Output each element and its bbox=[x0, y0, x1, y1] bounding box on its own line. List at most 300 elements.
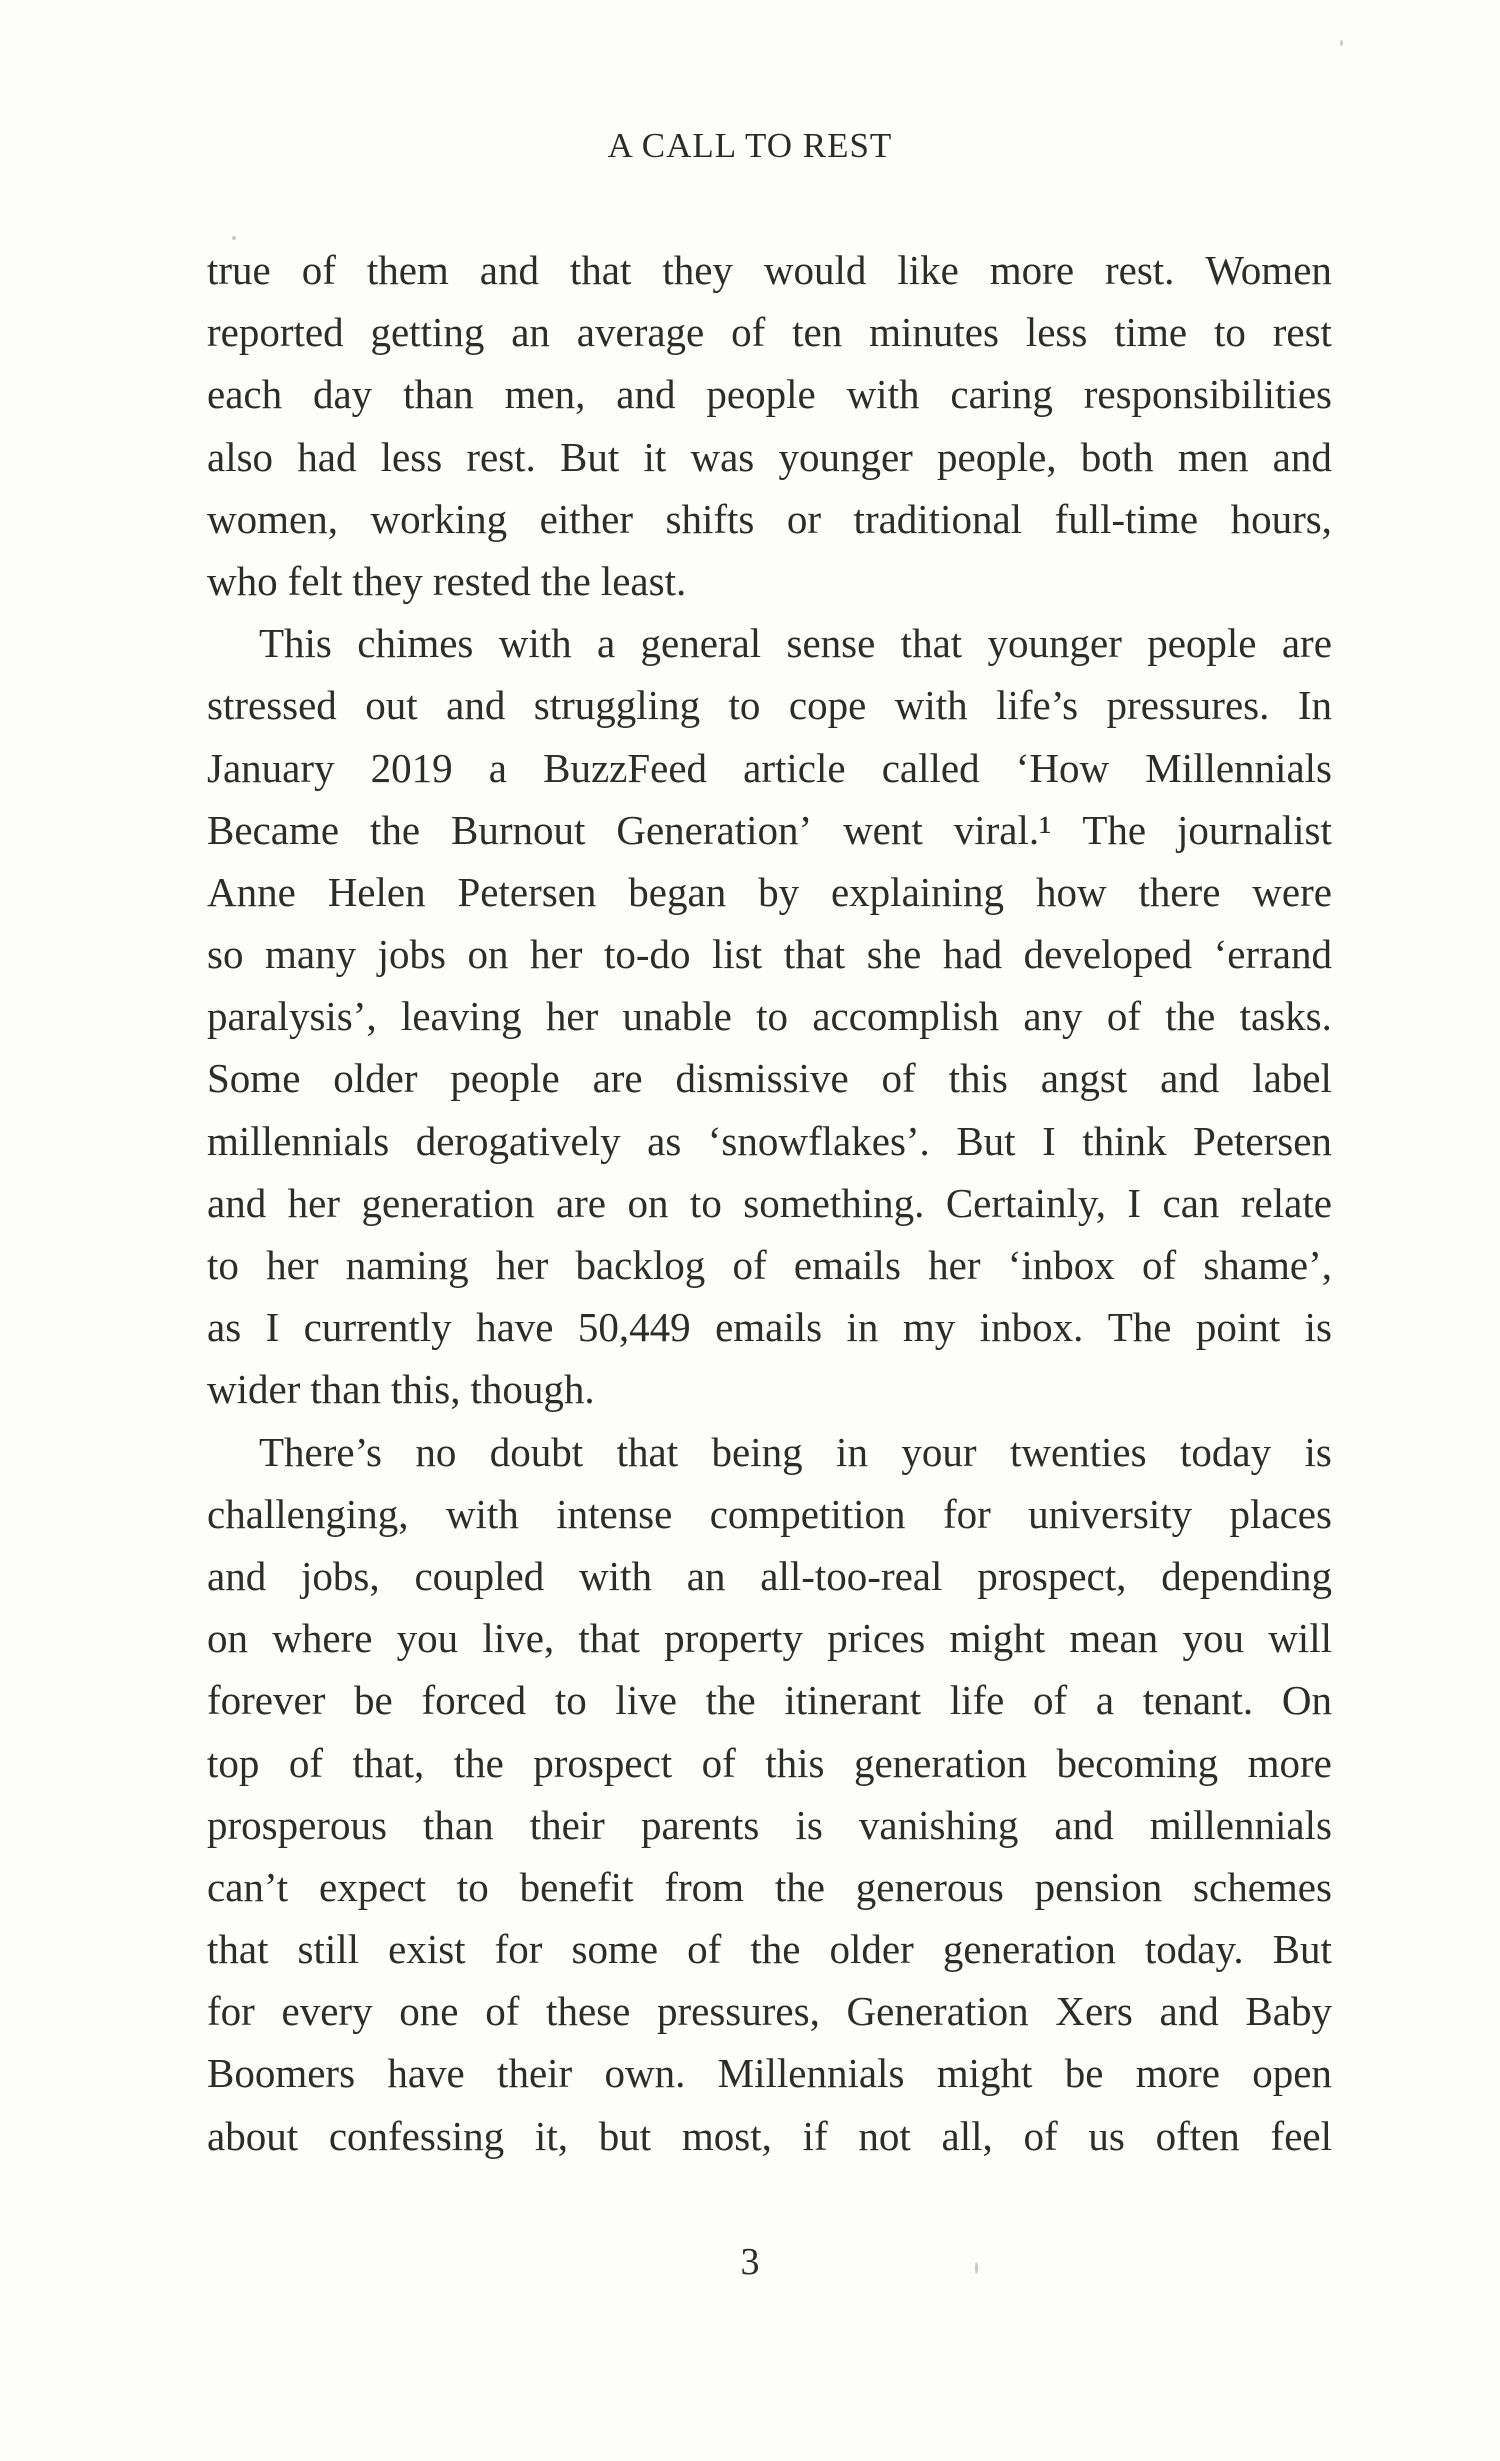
word: might bbox=[949, 1615, 1046, 1662]
text-line bbox=[207, 363, 1332, 425]
word: where bbox=[272, 1615, 373, 1662]
word: 50,449 bbox=[577, 1304, 691, 1351]
word: I bbox=[1042, 1117, 1056, 1164]
word: it bbox=[643, 433, 667, 480]
word: all-too-real bbox=[760, 1552, 943, 1599]
word: BuzzFeed bbox=[543, 744, 708, 791]
word: Petersen bbox=[457, 868, 597, 915]
word: by bbox=[758, 868, 800, 915]
word: that bbox=[207, 1926, 269, 1973]
word: than bbox=[310, 1366, 381, 1413]
word: accomplish bbox=[812, 993, 1000, 1040]
scan-speck bbox=[975, 2262, 978, 2274]
word: that bbox=[616, 1428, 679, 1475]
word: her bbox=[495, 1242, 549, 1288]
word: millennials bbox=[207, 1117, 390, 1164]
word: felt bbox=[287, 557, 343, 604]
word: rest. bbox=[466, 433, 536, 480]
word: average bbox=[576, 309, 705, 356]
word: younger bbox=[778, 433, 913, 480]
word: or bbox=[786, 495, 822, 542]
word: But bbox=[560, 433, 620, 480]
word: to bbox=[554, 1677, 587, 1724]
word: life’s bbox=[996, 682, 1079, 729]
word: be bbox=[354, 1677, 393, 1724]
word: more bbox=[1247, 1739, 1332, 1786]
word: life bbox=[949, 1677, 1005, 1724]
word: ten bbox=[792, 309, 843, 356]
word: generation bbox=[942, 1926, 1116, 1973]
word: exist bbox=[388, 1926, 466, 1973]
word: were bbox=[1252, 868, 1332, 915]
word: but bbox=[598, 2112, 652, 2159]
text-line bbox=[207, 1918, 1332, 1980]
word: of bbox=[1023, 2112, 1058, 2159]
word: prosperous bbox=[207, 1801, 387, 1848]
text-line bbox=[207, 1234, 1332, 1296]
word: ‘snowflakes’. bbox=[707, 1117, 930, 1164]
word: reported bbox=[207, 309, 344, 356]
word: point bbox=[1195, 1304, 1281, 1351]
word: all, bbox=[941, 2112, 993, 2159]
word: the bbox=[705, 1677, 756, 1724]
word: the bbox=[540, 557, 591, 604]
text-line bbox=[207, 861, 1332, 923]
word: struggling bbox=[533, 682, 701, 729]
word: her bbox=[545, 993, 599, 1040]
word: live, bbox=[482, 1615, 555, 1662]
word: Baby bbox=[1245, 1988, 1332, 2035]
word: also bbox=[207, 433, 274, 480]
word: viral.¹ bbox=[953, 806, 1052, 853]
word: Petersen bbox=[1193, 1117, 1332, 1164]
word: that bbox=[569, 247, 632, 293]
word: that bbox=[783, 931, 846, 978]
text-line bbox=[207, 1607, 1332, 1669]
word: inbox. bbox=[979, 1304, 1084, 1351]
text-line bbox=[207, 1669, 1332, 1731]
word: of bbox=[288, 1739, 324, 1786]
word: of bbox=[687, 1926, 722, 1973]
word: on bbox=[467, 931, 509, 978]
word: of bbox=[1033, 1677, 1068, 1724]
word: generous bbox=[855, 1863, 1004, 1910]
word: with bbox=[579, 1552, 652, 1599]
word: had bbox=[942, 931, 1003, 978]
text-line bbox=[207, 2105, 1332, 2167]
word: developed bbox=[1023, 931, 1193, 978]
text-line bbox=[207, 674, 1332, 736]
word: open bbox=[1252, 2050, 1332, 2097]
word: it, bbox=[534, 2112, 568, 2159]
word: how bbox=[1035, 868, 1107, 915]
word: an bbox=[511, 309, 550, 356]
word: 2019 bbox=[370, 744, 453, 791]
text-line bbox=[207, 612, 1332, 674]
word: would bbox=[763, 247, 867, 293]
word: that bbox=[578, 1615, 640, 1662]
word: I bbox=[1127, 1179, 1142, 1226]
word: are bbox=[1281, 620, 1332, 667]
word: unable bbox=[622, 993, 732, 1040]
word: becoming bbox=[1056, 1739, 1219, 1786]
word: people bbox=[706, 371, 816, 418]
word: their bbox=[529, 1801, 605, 1848]
word: feel bbox=[1270, 2112, 1332, 2159]
word: of bbox=[1141, 1242, 1177, 1288]
word: less bbox=[380, 433, 443, 480]
word: angst bbox=[1040, 1055, 1128, 1102]
word: both bbox=[1080, 433, 1154, 480]
word: if bbox=[802, 2112, 828, 2159]
word: Xers bbox=[1055, 1988, 1133, 2035]
word: people bbox=[1147, 620, 1257, 667]
word: benefit bbox=[519, 1863, 634, 1910]
word: the bbox=[369, 806, 421, 853]
word: generation bbox=[361, 1179, 535, 1226]
word: to-do bbox=[603, 931, 691, 978]
word: today. bbox=[1144, 1926, 1244, 1973]
word: own. bbox=[604, 2050, 686, 2097]
word: The bbox=[1082, 806, 1147, 853]
word: have bbox=[476, 1304, 554, 1351]
word: places bbox=[1229, 1490, 1332, 1537]
word: this, bbox=[390, 1366, 461, 1413]
word: their bbox=[497, 2050, 573, 2097]
word: that bbox=[900, 620, 963, 667]
word: mean bbox=[1069, 1615, 1159, 1662]
word: is bbox=[795, 1801, 823, 1848]
word: wider bbox=[207, 1366, 301, 1413]
word: more bbox=[989, 247, 1075, 293]
word: Became bbox=[207, 806, 340, 853]
text-line bbox=[207, 1980, 1332, 2042]
word: one bbox=[399, 1988, 459, 2035]
word: and bbox=[1272, 433, 1332, 480]
word: is bbox=[1304, 1304, 1332, 1351]
word: most, bbox=[681, 2112, 772, 2159]
word: older bbox=[829, 1926, 914, 1973]
word: as bbox=[647, 1117, 682, 1164]
word: expect bbox=[319, 1863, 427, 1910]
word: challenging, bbox=[207, 1490, 409, 1537]
word: these bbox=[546, 1988, 631, 2035]
word: each bbox=[207, 371, 283, 418]
word: university bbox=[1028, 1490, 1193, 1537]
word: they bbox=[352, 557, 423, 604]
word: hours, bbox=[1230, 495, 1332, 542]
word: rested bbox=[432, 557, 531, 604]
word: in bbox=[846, 1304, 879, 1351]
word: dismissive bbox=[675, 1055, 849, 1102]
word: to bbox=[207, 1242, 239, 1288]
word: men, bbox=[504, 371, 586, 418]
word: Helen bbox=[327, 868, 426, 915]
word: intense bbox=[556, 1490, 673, 1537]
word: confessing bbox=[328, 2112, 505, 2159]
word: she bbox=[866, 931, 922, 978]
word: of bbox=[485, 1988, 520, 2035]
word: on bbox=[627, 1179, 669, 1226]
word: There’s bbox=[259, 1428, 382, 1475]
word: of bbox=[731, 309, 766, 356]
word: and bbox=[479, 247, 539, 293]
word: the bbox=[1165, 993, 1216, 1040]
word: Women bbox=[1205, 247, 1332, 293]
word: article bbox=[743, 744, 846, 791]
word: with bbox=[498, 620, 572, 667]
word: to bbox=[689, 1179, 722, 1226]
word: This bbox=[259, 620, 332, 667]
word: began bbox=[628, 868, 727, 915]
word: something. bbox=[743, 1179, 925, 1226]
word: minutes bbox=[869, 309, 999, 356]
word: you bbox=[396, 1615, 459, 1662]
scan-speck bbox=[1340, 40, 1343, 46]
word: on bbox=[207, 1615, 248, 1662]
word: to bbox=[456, 1863, 489, 1910]
word: But bbox=[956, 1117, 1016, 1164]
word: was bbox=[690, 433, 755, 480]
word: her bbox=[928, 1242, 981, 1288]
word: either bbox=[539, 495, 633, 542]
word: out bbox=[365, 682, 418, 729]
word: so bbox=[207, 931, 244, 978]
word: jobs, bbox=[301, 1552, 380, 1599]
word: On bbox=[1281, 1677, 1332, 1724]
word: my bbox=[902, 1304, 956, 1351]
word: this bbox=[765, 1739, 825, 1786]
word: today bbox=[1180, 1428, 1272, 1475]
word: the bbox=[453, 1739, 504, 1786]
word: people, bbox=[937, 433, 1057, 480]
word: In bbox=[1297, 682, 1332, 729]
text-line bbox=[207, 1483, 1332, 1545]
word: rest. bbox=[1104, 247, 1175, 293]
word: doubt bbox=[489, 1428, 584, 1475]
word: of bbox=[1106, 993, 1141, 1040]
text-line bbox=[207, 799, 1332, 861]
word: have bbox=[387, 2050, 465, 2097]
word: though. bbox=[470, 1366, 595, 1413]
word: her bbox=[266, 1242, 319, 1288]
word: naming bbox=[345, 1242, 469, 1288]
text-line bbox=[207, 1296, 1332, 1358]
word: pension bbox=[1034, 1863, 1163, 1910]
word: caring bbox=[950, 371, 1053, 418]
word: any bbox=[1023, 993, 1083, 1040]
word: day bbox=[312, 371, 373, 418]
word: itinerant bbox=[784, 1677, 921, 1724]
text-line bbox=[207, 923, 1332, 985]
word: often bbox=[1155, 2112, 1240, 2159]
word: than bbox=[423, 1801, 494, 1848]
word: might bbox=[936, 2050, 1033, 2097]
word: label bbox=[1252, 1055, 1332, 1102]
word: being bbox=[711, 1428, 803, 1475]
word: pressures, bbox=[657, 1988, 820, 2035]
word: and bbox=[1160, 1055, 1220, 1102]
word: will bbox=[1268, 1615, 1332, 1662]
word: live bbox=[615, 1677, 677, 1724]
word: women, bbox=[207, 495, 338, 542]
scan-speck bbox=[232, 236, 236, 240]
word: forever bbox=[207, 1677, 326, 1724]
word: the bbox=[774, 1863, 825, 1910]
word: I bbox=[265, 1304, 280, 1351]
word: prospect, bbox=[977, 1552, 1127, 1599]
text-line bbox=[207, 1732, 1332, 1794]
word: is bbox=[1304, 1428, 1332, 1475]
word: a bbox=[596, 620, 616, 667]
word: be bbox=[1064, 2050, 1104, 2097]
text-line bbox=[207, 737, 1332, 799]
word: Generation’ bbox=[616, 806, 813, 853]
word: like bbox=[897, 247, 959, 293]
word: can bbox=[1162, 1179, 1220, 1226]
word: are bbox=[555, 1179, 607, 1226]
word: are bbox=[592, 1055, 643, 1102]
word: her bbox=[287, 1179, 341, 1226]
word: of bbox=[701, 1739, 736, 1786]
word: depending bbox=[1161, 1552, 1332, 1599]
word: schemes bbox=[1193, 1863, 1332, 1910]
word: leaving bbox=[400, 993, 522, 1040]
word: called bbox=[881, 744, 980, 791]
word: people bbox=[450, 1055, 560, 1102]
text-line bbox=[207, 2042, 1332, 2104]
word: for bbox=[942, 1490, 991, 1537]
word: and bbox=[1159, 1988, 1219, 2035]
word: millennials bbox=[1149, 1801, 1332, 1848]
word: Generation bbox=[846, 1988, 1029, 2035]
word: older bbox=[333, 1055, 418, 1102]
word: men bbox=[1177, 433, 1249, 480]
word: from bbox=[664, 1863, 745, 1910]
word: working bbox=[370, 495, 508, 542]
word: they bbox=[662, 247, 733, 293]
text-line bbox=[207, 1358, 1332, 1420]
text-line bbox=[207, 301, 1332, 363]
word: cope bbox=[788, 682, 867, 729]
word: stressed bbox=[207, 682, 337, 729]
word: to bbox=[1213, 309, 1246, 356]
word: still bbox=[297, 1926, 360, 1973]
word: shifts bbox=[665, 495, 755, 542]
word: as bbox=[207, 1304, 242, 1351]
word: in bbox=[836, 1428, 868, 1475]
word: with bbox=[894, 682, 968, 729]
word: forced bbox=[421, 1677, 527, 1724]
word: more bbox=[1135, 2050, 1220, 2097]
word: rest bbox=[1272, 309, 1332, 356]
word: generation bbox=[853, 1739, 1028, 1786]
word: this bbox=[948, 1055, 1008, 1102]
text-line bbox=[207, 488, 1332, 550]
text-line bbox=[207, 550, 1332, 612]
word: you bbox=[1182, 1615, 1244, 1662]
word: not bbox=[858, 2112, 911, 2159]
word: emails bbox=[715, 1304, 823, 1351]
word: Certainly, bbox=[945, 1179, 1106, 1226]
word: went bbox=[843, 806, 923, 853]
word: a bbox=[1095, 1677, 1115, 1724]
text-line bbox=[207, 239, 1332, 301]
word: the bbox=[750, 1926, 801, 1973]
word: January bbox=[207, 744, 335, 791]
word: and bbox=[207, 1552, 267, 1599]
word: chimes bbox=[357, 620, 474, 667]
word: getting bbox=[370, 309, 485, 356]
word: explaining bbox=[830, 868, 1005, 915]
word: and bbox=[446, 682, 506, 729]
word: think bbox=[1082, 1117, 1167, 1164]
word: Millennials bbox=[1145, 744, 1332, 791]
word: least. bbox=[600, 557, 687, 604]
word: of bbox=[732, 1242, 767, 1288]
word: to bbox=[728, 682, 761, 729]
word: no bbox=[415, 1428, 457, 1475]
text-line bbox=[207, 1856, 1332, 1918]
word: time bbox=[1114, 309, 1188, 356]
word: Millennials bbox=[717, 2050, 905, 2097]
word: every bbox=[281, 1988, 373, 2035]
running-head: A CALL TO REST bbox=[607, 126, 893, 165]
word: The bbox=[1107, 1304, 1172, 1351]
word: can’t bbox=[207, 1863, 289, 1910]
word: them bbox=[366, 247, 449, 293]
word: relate bbox=[1240, 1179, 1332, 1226]
word: with bbox=[846, 371, 920, 418]
word: traditional bbox=[853, 495, 1023, 542]
text-line bbox=[207, 1047, 1332, 1109]
word: top bbox=[207, 1739, 260, 1786]
text-line bbox=[207, 1545, 1332, 1607]
word: for bbox=[207, 1988, 255, 2035]
word: than bbox=[403, 371, 474, 418]
word: Burnout bbox=[451, 806, 586, 853]
word: younger bbox=[987, 620, 1122, 667]
word: But bbox=[1272, 1926, 1332, 1973]
word: responsibilities bbox=[1083, 371, 1332, 418]
word: an bbox=[686, 1552, 726, 1599]
word: backlog bbox=[575, 1242, 706, 1288]
word: Some bbox=[207, 1055, 301, 1102]
word: list bbox=[712, 931, 763, 978]
word: full-time bbox=[1054, 495, 1199, 542]
word: who bbox=[207, 557, 278, 604]
word: journalist bbox=[1177, 806, 1332, 853]
page-number: 3 bbox=[740, 2241, 760, 2283]
text-line bbox=[207, 1110, 1332, 1172]
text-line bbox=[207, 985, 1332, 1047]
word: many bbox=[265, 931, 357, 978]
word: twenties bbox=[1009, 1428, 1147, 1475]
body-text bbox=[207, 239, 1332, 2167]
word: her bbox=[530, 931, 583, 978]
word: to bbox=[756, 993, 789, 1040]
word: tasks. bbox=[1239, 993, 1332, 1040]
word: derogatively bbox=[415, 1117, 621, 1164]
word: vanishing bbox=[858, 1801, 1019, 1848]
word: prices bbox=[827, 1615, 926, 1662]
text-line bbox=[207, 1172, 1332, 1234]
word: ‘inbox bbox=[1007, 1242, 1115, 1288]
word: prospect bbox=[533, 1739, 673, 1786]
word: tenant. bbox=[1142, 1677, 1254, 1724]
word: with bbox=[445, 1490, 519, 1537]
word: and bbox=[1054, 1801, 1114, 1848]
